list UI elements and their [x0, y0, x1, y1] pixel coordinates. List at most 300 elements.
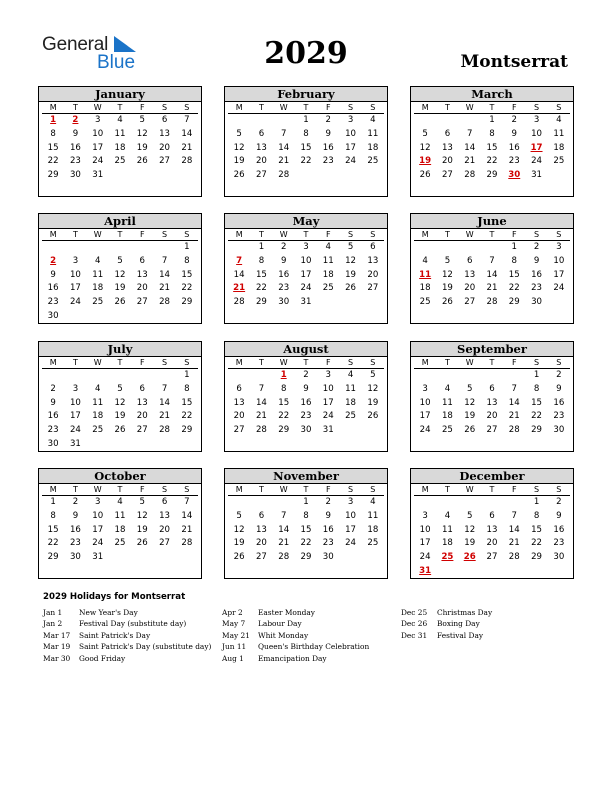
day-cell: 15	[181, 397, 193, 408]
empty-day-cell	[548, 169, 570, 183]
day-cell: 5	[444, 255, 451, 266]
day-cell: 6	[161, 497, 168, 507]
day-cell: 18	[92, 283, 104, 294]
day-cell: 6	[444, 128, 451, 139]
day-cell: 4	[325, 242, 331, 252]
holiday-entry	[222, 653, 369, 664]
day-cell: 7	[511, 510, 517, 521]
weekday-header	[225, 357, 387, 369]
week-row	[225, 524, 387, 538]
day-cell: 5	[370, 370, 376, 380]
day-cell: 23	[322, 538, 334, 549]
day-cell: 1	[184, 242, 190, 252]
day-cell: 7	[489, 255, 495, 266]
day-cell: 22	[531, 538, 543, 549]
logo-text-general: General	[42, 34, 109, 55]
day-cell: 13	[486, 524, 498, 535]
empty-day-cell	[228, 241, 250, 255]
day-cell: 12	[114, 397, 126, 408]
empty-day-cell	[436, 496, 458, 510]
day-cell: 28	[278, 170, 290, 181]
week-row	[39, 510, 201, 524]
day-cell: 1	[511, 242, 517, 252]
empty-day-cell	[339, 296, 361, 310]
day-cell: 18	[441, 411, 453, 422]
month-april	[38, 213, 202, 324]
day-cell: 27	[486, 552, 498, 563]
weekday-label: S	[548, 229, 570, 241]
empty-day-cell	[176, 169, 198, 183]
day-cell: 21	[486, 283, 498, 294]
day-cell: 29	[486, 170, 498, 181]
day-cell: 20	[441, 156, 453, 167]
day-cell: 11	[114, 128, 126, 139]
weekday-label: T	[481, 102, 503, 114]
weekday-label: M	[414, 357, 436, 369]
day-cell: 29	[47, 170, 59, 181]
week-row	[225, 269, 387, 283]
day-cell: 27	[233, 425, 245, 436]
empty-day-cell	[109, 369, 131, 383]
month-title: April	[39, 214, 201, 229]
month-title: July	[39, 342, 201, 357]
day-cell: 18	[322, 269, 334, 280]
weekday-label: S	[525, 484, 547, 496]
empty-day-cell	[503, 565, 525, 579]
day-cell: 5	[347, 242, 354, 252]
day-cell: 23	[69, 156, 81, 167]
empty-day-cell	[525, 565, 547, 579]
month-title: May	[225, 214, 387, 229]
day-cell: 13	[367, 255, 379, 266]
month-october	[38, 468, 202, 579]
day-cell: 6	[489, 383, 495, 394]
day-cell: 26	[441, 297, 453, 308]
week-row	[411, 424, 573, 438]
empty-day-cell	[176, 438, 198, 452]
day-cell: 15	[278, 397, 290, 408]
weekday-label: S	[339, 357, 361, 369]
holiday-entry	[222, 618, 369, 629]
day-cell: 18	[419, 283, 431, 294]
day-cell: 17	[419, 538, 431, 549]
day-cell: 7	[161, 383, 168, 394]
day-cell: 5	[236, 510, 242, 521]
weekday-label: T	[250, 229, 272, 241]
day-cell: 2	[533, 242, 540, 252]
empty-day-cell	[548, 296, 570, 310]
day-cell: 4	[556, 115, 562, 125]
day-cell: 22	[486, 156, 498, 167]
day-cell: 10	[69, 397, 81, 408]
empty-day-cell	[109, 438, 131, 452]
day-cell: 17	[345, 142, 357, 153]
weekday-label: S	[339, 102, 361, 114]
week-row	[225, 142, 387, 156]
day-cell: 9	[72, 128, 79, 139]
day-cell: 22	[278, 411, 290, 422]
week-row	[225, 255, 387, 269]
week-row	[411, 537, 573, 551]
day-cell: 3	[325, 370, 331, 380]
day-cell: 19	[233, 538, 245, 549]
day-cell: 15	[486, 142, 498, 153]
day-cell: 11	[114, 510, 126, 521]
empty-day-cell	[459, 496, 481, 510]
empty-day-cell	[176, 551, 198, 565]
day-cell: 21	[181, 142, 193, 153]
weekday-header	[411, 484, 573, 496]
day-cell: 21	[255, 411, 267, 422]
day-cell: 17	[345, 524, 357, 535]
day-cell: 4	[94, 383, 101, 394]
day-cell: 27	[159, 156, 171, 167]
day-cell: 13	[233, 397, 245, 408]
week-row	[225, 551, 387, 565]
day-cell: 20	[159, 524, 171, 535]
day-cell: 30	[69, 170, 81, 181]
holiday-entry	[401, 630, 492, 641]
day-cell: 15	[47, 142, 59, 153]
holiday-name: Boxing Day	[437, 619, 480, 629]
weekday-header	[225, 102, 387, 114]
empty-day-cell	[362, 169, 384, 183]
holiday-date: Jun 11	[222, 642, 247, 652]
day-cell: 17	[419, 411, 431, 422]
empty-day-cell	[459, 565, 481, 579]
day-cell: 11	[345, 383, 357, 394]
day-cell: 21	[278, 538, 290, 549]
empty-day-cell	[362, 424, 384, 438]
weekday-label: S	[362, 229, 384, 241]
day-cell: 13	[441, 142, 453, 153]
day-cell: 19	[136, 142, 148, 153]
day-cell: 22	[508, 283, 520, 294]
day-cell: 9	[72, 510, 79, 521]
week-row	[411, 296, 573, 310]
day-cell: 29	[181, 425, 193, 436]
week-row	[411, 565, 573, 579]
day-cell: 29	[531, 425, 543, 436]
holiday-day-cell: 30	[508, 170, 521, 181]
day-cell: 22	[300, 156, 312, 167]
day-cell: 24	[92, 538, 104, 549]
day-cell: 14	[508, 397, 520, 408]
holiday-day-cell: 26	[463, 552, 476, 563]
day-cell: 26	[233, 170, 245, 181]
day-cell: 4	[347, 370, 354, 380]
day-cell: 30	[47, 310, 59, 321]
weekday-label: T	[436, 357, 458, 369]
day-cell: 12	[464, 524, 476, 535]
day-cell: 13	[464, 269, 476, 280]
day-cell: 1	[533, 497, 540, 507]
day-cell: 23	[69, 538, 81, 549]
day-cell: 25	[322, 283, 334, 294]
empty-day-cell	[87, 369, 109, 383]
day-cell: 22	[531, 411, 543, 422]
holiday-name: Saint Patrick's Day (substitute day)	[79, 642, 212, 652]
day-cell: 27	[441, 170, 453, 181]
weekday-label: S	[153, 357, 175, 369]
day-cell: 10	[345, 128, 357, 139]
month-title: December	[411, 469, 573, 484]
day-cell: 16	[47, 411, 59, 422]
weekday-label: S	[548, 357, 570, 369]
day-cell: 9	[556, 510, 562, 521]
day-cell: 24	[345, 156, 357, 167]
empty-day-cell	[131, 310, 153, 324]
weekday-label: T	[64, 484, 86, 496]
day-cell: 6	[466, 255, 473, 266]
day-cell: 18	[441, 538, 453, 549]
day-cell: 31	[300, 297, 312, 308]
day-cell: 12	[367, 383, 379, 394]
weekday-label: S	[548, 102, 570, 114]
day-cell: 28	[508, 552, 520, 563]
day-cell: 20	[159, 142, 171, 153]
day-cell: 10	[345, 510, 357, 521]
day-cell: 13	[486, 397, 498, 408]
week-row	[39, 142, 201, 156]
day-cell: 18	[553, 142, 565, 153]
day-cell: 31	[322, 425, 334, 436]
empty-day-cell	[414, 241, 436, 255]
day-cell: 3	[72, 383, 79, 394]
holiday-day-cell: 7	[236, 255, 243, 266]
month-january	[38, 86, 202, 197]
day-cell: 15	[531, 397, 543, 408]
day-cell: 10	[553, 255, 565, 266]
day-cell: 20	[255, 156, 267, 167]
day-cell: 23	[508, 156, 520, 167]
weekday-label: W	[273, 229, 295, 241]
empty-day-cell	[481, 241, 503, 255]
empty-day-cell	[250, 496, 272, 510]
day-cell: 7	[184, 497, 190, 507]
day-cell: 19	[441, 283, 453, 294]
month-title: October	[39, 469, 201, 484]
holiday-date: Mar 17	[43, 630, 71, 640]
weekday-label: F	[503, 229, 525, 241]
weekday-label: S	[153, 229, 175, 241]
day-cell: 5	[139, 497, 145, 507]
day-cell: 30	[553, 552, 565, 563]
week-row	[39, 369, 201, 383]
day-cell: 25	[419, 297, 431, 308]
holiday-entry	[401, 618, 492, 629]
week-row	[39, 128, 201, 142]
holiday-day-cell: 19	[419, 156, 432, 167]
day-cell: 10	[322, 383, 334, 394]
day-cell: 17	[69, 411, 81, 422]
empty-day-cell	[153, 241, 175, 255]
day-cell: 7	[258, 383, 265, 394]
weekday-label: F	[503, 357, 525, 369]
week-row	[225, 296, 387, 310]
weekday-label: W	[273, 357, 295, 369]
day-cell: 29	[181, 297, 193, 308]
empty-day-cell	[459, 114, 481, 128]
day-cell: 13	[159, 510, 171, 521]
day-cell: 25	[367, 538, 379, 549]
day-cell: 3	[347, 115, 354, 125]
week-row	[411, 241, 573, 255]
holidays-title: 2029 Holidays for Montserrat	[43, 592, 186, 602]
weekday-header	[39, 229, 201, 241]
weekday-label: S	[339, 484, 361, 496]
holiday-date: Apr 2	[222, 608, 243, 617]
week-row	[411, 551, 573, 565]
day-cell: 12	[464, 397, 476, 408]
week-row	[225, 496, 387, 510]
empty-day-cell	[109, 169, 131, 183]
day-cell: 19	[345, 269, 357, 280]
weekday-label: W	[459, 102, 481, 114]
day-cell: 3	[347, 497, 354, 507]
day-cell: 26	[136, 156, 148, 167]
week-row	[225, 369, 387, 383]
weekday-label: W	[87, 229, 109, 241]
day-cell: 25	[367, 156, 379, 167]
day-cell: 11	[441, 524, 453, 535]
weekday-label: W	[459, 357, 481, 369]
day-cell: 22	[300, 538, 312, 549]
day-cell: 12	[136, 128, 148, 139]
weekday-label: M	[228, 357, 250, 369]
day-cell: 30	[69, 552, 81, 563]
day-cell: 11	[92, 269, 104, 280]
day-cell: 18	[367, 524, 379, 535]
holiday-entry	[43, 653, 211, 664]
week-row	[39, 496, 201, 510]
day-cell: 18	[114, 142, 126, 153]
empty-day-cell	[317, 169, 339, 183]
weekday-header	[225, 229, 387, 241]
weekday-label: S	[548, 484, 570, 496]
weekday-label: S	[176, 484, 198, 496]
holiday-date: Dec 26	[401, 619, 428, 629]
day-cell: 9	[280, 255, 287, 266]
day-cell: 21	[464, 156, 476, 167]
week-row	[411, 142, 573, 156]
day-cell: 11	[92, 397, 104, 408]
empty-day-cell	[42, 241, 64, 255]
weekday-label: S	[362, 357, 384, 369]
day-cell: 3	[422, 383, 428, 394]
holidays-column	[43, 607, 211, 664]
day-cell: 29	[531, 552, 543, 563]
day-cell: 30	[322, 552, 334, 563]
day-cell: 1	[258, 242, 265, 252]
holiday-day-cell: 1	[280, 370, 287, 380]
holiday-entry	[222, 607, 369, 618]
weekday-label: M	[414, 102, 436, 114]
empty-day-cell	[414, 114, 436, 128]
day-cell: 2	[556, 497, 562, 507]
day-cell: 9	[511, 128, 517, 139]
empty-day-cell	[64, 369, 86, 383]
day-cell: 2	[50, 383, 56, 394]
day-cell: 3	[422, 510, 428, 521]
holidays-column	[222, 607, 369, 664]
day-cell: 19	[367, 397, 379, 408]
empty-day-cell	[87, 241, 109, 255]
empty-day-cell	[362, 296, 384, 310]
day-cell: 24	[553, 283, 565, 294]
day-cell: 14	[159, 397, 171, 408]
weekday-label: F	[503, 484, 525, 496]
weekday-label: T	[64, 357, 86, 369]
empty-day-cell	[109, 551, 131, 565]
day-cell: 5	[422, 128, 428, 139]
empty-day-cell	[295, 169, 317, 183]
day-cell: 10	[300, 255, 312, 266]
day-cell: 25	[114, 156, 126, 167]
day-cell: 12	[136, 510, 148, 521]
empty-day-cell	[131, 241, 153, 255]
day-cell: 8	[533, 510, 540, 521]
weekday-label: T	[250, 357, 272, 369]
weekday-label: T	[109, 357, 131, 369]
month-may	[224, 213, 388, 324]
day-cell: 7	[466, 128, 473, 139]
day-cell: 9	[325, 128, 331, 139]
day-cell: 19	[114, 411, 126, 422]
day-cell: 28	[278, 552, 290, 563]
weekday-label: S	[339, 229, 361, 241]
month-july	[38, 341, 202, 452]
holiday-day-cell: 2	[72, 115, 79, 125]
day-cell: 5	[466, 510, 473, 521]
weekday-label: M	[414, 229, 436, 241]
weekday-label: M	[42, 102, 64, 114]
day-cell: 18	[92, 411, 104, 422]
week-row	[411, 282, 573, 296]
day-cell: 20	[464, 283, 476, 294]
weekday-header	[411, 357, 573, 369]
empty-day-cell	[436, 369, 458, 383]
empty-day-cell	[153, 438, 175, 452]
weekday-label: F	[317, 229, 339, 241]
weekday-label: W	[273, 102, 295, 114]
day-cell: 4	[94, 255, 101, 266]
day-cell: 16	[553, 524, 565, 535]
weekday-label: F	[317, 357, 339, 369]
empty-day-cell	[131, 369, 153, 383]
week-row	[39, 282, 201, 296]
day-cell: 13	[255, 524, 267, 535]
day-cell: 5	[139, 115, 145, 125]
day-cell: 12	[233, 142, 245, 153]
day-cell: 24	[69, 425, 81, 436]
day-cell: 11	[441, 397, 453, 408]
month-title: March	[411, 87, 573, 102]
week-row	[225, 537, 387, 551]
week-row	[39, 383, 201, 397]
day-cell: 22	[181, 411, 193, 422]
day-cell: 27	[464, 297, 476, 308]
empty-day-cell	[436, 565, 458, 579]
weekday-label: S	[362, 102, 384, 114]
day-cell: 24	[300, 283, 312, 294]
day-cell: 15	[181, 269, 193, 280]
week-row	[411, 496, 573, 510]
empty-day-cell	[153, 369, 175, 383]
day-cell: 7	[511, 383, 517, 394]
day-cell: 22	[255, 283, 267, 294]
day-cell: 4	[444, 510, 451, 521]
